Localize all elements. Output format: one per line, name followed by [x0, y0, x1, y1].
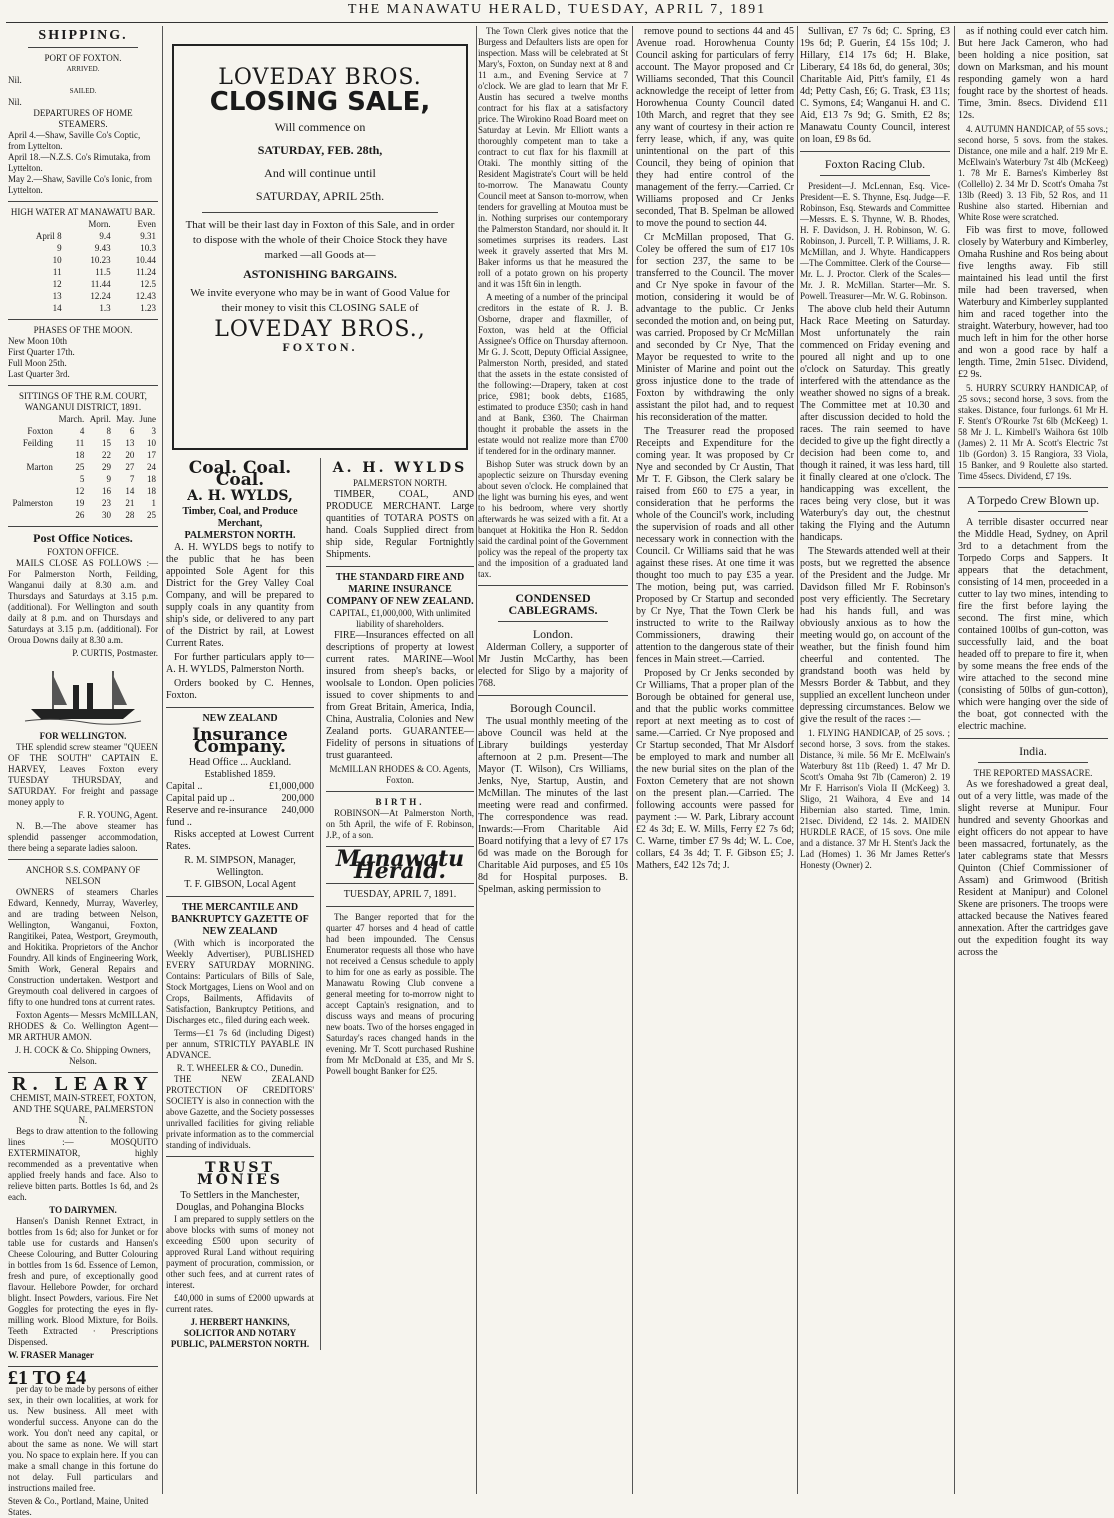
- trust-sub: To Settlers in the Manchester, Douglas, and Pohangina Blocks: [176, 1190, 304, 1213]
- anchor-sign: J. H. COCK & Co. Shipping Owners, Nelson.: [15, 1045, 151, 1066]
- anchor-agents: Foxton Agents— Messrs McMILLAN, RHODES & Co. Wellington Agent— MR ARTHUR AMON.: [8, 1010, 158, 1042]
- racing-text-2: The Stewards attended well at their posts, but we regretted the absence of the President and the Judge. Mr Davidson filled Mr F. Robinson's post very efficiently. The Secretary had his hands full, and was obviously anxious as to how the meeting would go, on account of the weather, but the finish found him cheerful and contented. The grandstand booth was held by Messrs Border & Tabbut, and they supplied an excellent luncheon under depressing circumstances. Below we give the result of the races :—: [800, 546, 950, 725]
- court-row: Palmerston 19 23 21 1: [12, 498, 156, 508]
- tide-table: Morn. Even April 8 9.4 9.31 9 9.43 10.3 10 10.23 10.44 11 11.5 11.24 12 11.44 12.5 13 12.24 12.43 14 1.3 1.23: [8, 218, 158, 314]
- post-office-heading: Post Office Notices.: [33, 531, 133, 545]
- money-text: per day to be made by persons of either sex, in their own localities, at work for us. New business. All meet with wonderful success. Anyone can do the work. You don't need any capital, or about the same as none. We will start you. No space to explain here. If you can make a small change in this fortune do not delay. Full particulars and instructions mailed free.: [8, 1384, 158, 1493]
- gazette-sign: R. T. WHEELER & CO., Dunedin.: [176, 1063, 304, 1073]
- court-row: Feilding 11 15 13 10: [22, 438, 156, 448]
- race-results: 1. FLYING HANDICAP, of 25 sovs. ; second horse, 3 sovs. from the stakes. Distance, ¾ mile. 56 Mr E. McElwain's Waterbury 8st 11b (Reed) 1. 47 Mr D. Scott's Omaha 9st 7lb (Cameron) 2. 19 Mr F. Harrison's Viola II (McKeeg) 3. Sligo, 21 Waihora, 4 Eve and 14 Hibernian also started. Time, 1min. 21sec. Dividend, £2 14s. 2. MAIDEN HURDLE RACE, of 15 sovs. One mile and a distance. 37 Mr H. Stent's Jack the Lad (Homes) 1. 36 Mr James Retter's Honesty (Owner) 2.: [800, 728, 950, 870]
- insurance-label: NEW ZEALAND: [202, 713, 278, 724]
- start-date: SATURDAY, FEB. 28th,: [257, 143, 383, 157]
- money-sign: Steven & Co., Portland, Maine, United States.: [8, 1496, 149, 1517]
- local-news-1: The Town Clerk gives notice that the Burgess and Defaulters lists are open for inspection. Mass will be celebrated at St Mary's, Foxton, on Sunday next at 8 and 11 a.m., and Evening Service at 7 o'clock. We are glad to learn that Mr F. Austin has secured a twelve months contract for his flax at a satisfactory price. The Wirokino Road Board meet on Saturday at Levin. Mr Elliott wants a thoroughly competent man to take a contract to cut flax for his flaxmill at Otaki. The monthly sitting of the Resident Magistrate's Court will be held to-morrow. The Manawatu County Council meet at Sanson to-morrow, when tenders for gravelling at Moutoa must be in. Nothing surprises our contemporary the Palmerston Standard, nor should it. It sometimes surprises its readers. Last week it gravely asserted that Mrs M. Baker informs us that he measured the roll of a potato grown on his property and it was 15ft 6in in length.: [478, 26, 628, 289]
- council-text-2: Cr McMillan proposed, That G. Coley be offered the sum of £17 10s for section 237, the same to be transferred to the Council. The mover and Cr Nye spoke in favour of the motion, considering it would be of advantage to the public. Cr Jenks seconded the motion and, on being put, was carried. Proposed by Cr McMillan and seconded by Cr Nye, That the Mayor be requested to write to the Minister of Marine and point out the gross injustice done to the trade of Foxton by withdrawing the only assistant the pilot had, and to request his reconsideration of the matter.: [636, 232, 794, 423]
- tide-row: 14 1.3 1.23: [52, 303, 156, 313]
- india-text: As we foreshadowed a great deal, out of a very little, was made of the slight reverse at Munipur. Four hundred and seventy Ghoorkas and eight officers do not appear to have been massacred, fortunately, as the later cablegrams state that Messrs Quinton (Chief Commissioner of Assam) and Grimwood (British Resident at Manipur) and Colonel Skene are prisoners. The troops were attacked because the Natives feared annexation. After the cartridges gave out the expedition fought its way across the: [958, 779, 1108, 958]
- tide-heading: HIGH WATER AT MANAWATU BAR.: [10, 207, 156, 217]
- council-text-3: The Treasurer read the proposed Receipts and Expenditure for the coming year. It was proposed by Cr Nye and seconded by Cr Austin, That Mr T. F. Gibson, the Clerk salary be raised from £60 to £75 a year, in consideration that he performs the whole of the Council's work, including the supervision of roads and all other necessary work in connection with the Council. Cr Williams said that he was against these rises. At one time it was thought too much to pay £35 a year. The motion, being put, was carried. Proposed by Cr Startup and seconded by Cr Nye, That the Town Clerk be instructed to write to the Railway Commissioners, drawing their attention to the dangerous state of their fences in Main street.—Carried.: [636, 426, 794, 665]
- column-2-split: [166, 458, 474, 1350]
- moon-item: First Quarter 17th.: [8, 347, 75, 357]
- column-2a: [166, 458, 314, 1350]
- simpson-sign: R. M. SIMPSON, Manager, Wellington.: [184, 855, 296, 878]
- dairy-text: Hansen's Danish Rennet Extract, in bottles from 1s 6d; also for Junket or for table use for custards and Hansen's Cheese Colouring, and Butter Colouring in bottles from 1s 6d. Essence of Lemon, fresh and pure, of exceptionally good flavour. Hellebore Powder, for orchard blight. Insect Powders, various. Fire Net Goggles for protecting the eyes in fly-milling work. Blood Mixture, for Boils. Teeth Extracted · Prescriptions Dispensed.: [8, 1216, 158, 1347]
- local-news-3: Bishop Suter was struck down by an apoplectic seizure on Thursday evening about seven o'clock. He complained that the light was burning his eyes, and went to his bedroom, where very shortly afterwards he was seized with a fit. At a banquet at Hokitika the Hon R. Seddon said the cardinal point of the Government policy was the repeal of the property tax and the imposition of a graduated land tax.: [478, 459, 628, 579]
- court-row: 18 22 20 17: [75, 450, 156, 460]
- court-row: 5 9 7 18: [79, 474, 156, 484]
- court-row: Marton 25 29 27 24: [26, 462, 156, 472]
- column-divider: [476, 26, 477, 1494]
- wellington-heading: FOR WELLINGTON.: [39, 731, 127, 741]
- column-divider: [954, 26, 955, 1494]
- court-row: 12 16 14 18: [75, 486, 156, 496]
- anchor-heading: ANCHOR S.S. COMPANY OF NELSON: [25, 865, 141, 886]
- shipping-heading: SHIPPING.: [38, 28, 128, 43]
- bargains-text: ASTONISHING BARGAINS.: [243, 267, 397, 281]
- gazette-terms: Terms—£1 7s 6d (including Digest) per annum, STRICTLY PAYABLE IN ADVANCE.: [166, 1028, 314, 1060]
- insurance-established: Established 1859.: [204, 769, 276, 780]
- capital-line: Capital .. £1,000,000: [166, 781, 314, 792]
- departures-heading: DEPARTURES OF HOME STEAMERS.: [33, 108, 133, 129]
- cablegrams-heading: CONDENSED CABLEGRAMS.: [508, 591, 598, 617]
- chemist-text: Begs to draw attention to the following lines :— MOSQUITO EXTERMINATOR, highly recommended as a preventative when applied freely hands and face. Also to relieve bitten parts. Bottles 1s 6d, and 2s each.: [8, 1126, 158, 1202]
- standard-capital: CAPITAL, £1,000,000, With unlimited liability of shareholders.: [329, 608, 471, 629]
- port-heading: PORT OF FOXTON.: [44, 53, 122, 63]
- insurance-office: Head Office ... Auckland.: [188, 757, 292, 768]
- steamer-ship-icon: [23, 665, 143, 725]
- arrived-value: Nil.: [8, 75, 22, 85]
- racing-text-1: The above club held their Autumn Hack Race Meeting on Saturday. Most unfortunately the rain commenced on Friday evening and poured all night and up to one o'clock on Saturday. This greatly interfered with the attendance as the weather showed no signs of a break. The Committee met at 10.30 and after discussion decided to hold the races. The rain seemed to have decided to give up the fight directly a decision had been come to, and though it rained, it was less hard, till it finally cleared at one o'clock. The handicapping was excellent, the races being very close, but it was Waterbury's day out, the chestnut taking the Flying and the Autumn handicaps.: [800, 304, 950, 543]
- insurance-heading: Insurance Company.: [192, 725, 288, 757]
- palmerston-label: PALMERSTON NORTH.: [184, 530, 296, 541]
- sailed-label: SAILED.: [69, 87, 97, 95]
- tide-row: 11 11.5 11.24: [52, 267, 156, 277]
- court-table: March. April. May. June Foxton 4 8 6 3 Feilding 11 15 13 10 18 22 20 17 Marton 25 29 27 24 5 9 7 18 12 16 14 18 Palmerston 19 23 21 1 26 30 28 25: [8, 413, 158, 521]
- india-heading: India.: [1019, 744, 1047, 758]
- tide-row: 10 10.23 10.44: [52, 255, 156, 265]
- loveday-heading: LOVEDAY BROS.: [218, 65, 422, 90]
- race-report-2: Fib was first to move, followed closely by Waterbury and Kimberley, Omaha Rushine and Ros being about five lengths away. Fib still maintained his lead until the first mile had been traversed, when Waterbury and Kimberley supplanted him and raced together into the straight. Waterbury, however, had too much left in him for the other horse and won a good race by half a length. Time, 2min 51sec. Dividend, £2 9s.: [958, 225, 1108, 380]
- commence-text: Will commence on: [274, 120, 366, 134]
- closing-sale-heading: CLOSING SALE,: [209, 87, 431, 117]
- protection-text: THE NEW ZEALAND PROTECTION OF CREDITORS' SOCIETY is also in connection with the above Gazette, and the Society possesses unrivalled facilities for giving reliable private information as to the commercial standing of individuals.: [166, 1074, 314, 1150]
- chemist-name: R. LEARY: [12, 1073, 154, 1095]
- local-news: The Banger reported that for the quarter 47 horses and 4 head of cattle had been impounded. The Census Enumerator requests all those who have not received a Census schedule to apply to him for one as early as possible. The Manawatu Rowing Club convene a general meeting for to-morrow night to accept Captain's resignation, and to discuss ways and means of procuring new boats. Two of the horses engaged in Saturday's races changed hands in the evening. Mr T. Scott purchased Rushine from Mr McDonald at £35, and Mr S. Powell bought Banker for £25.: [326, 912, 474, 1076]
- herald-dateline: TUESDAY, APRIL 7, 1891.: [343, 889, 457, 900]
- london-heading: London.: [532, 627, 574, 641]
- wylds-orders: Orders booked by C. Hennes, Foxton.: [166, 678, 314, 701]
- council-text-1: remove pound to sections 44 and 45 Avenue road. Horowhenua County Council asking for particulars of ferry account. The Mayor proposed and Cr Williams seconded, That this Council acknowledge the receipt of letter from Horowhenua County Council dated 10th March, and regret that they see any want of courtesy in their action re ferry lease, which, if any, was quite unintentional on the part of this Council, they being of opinion that they had entire control of the management of the ferry.—Carried. Cr Williams proposed and Cr Jenks seconded, That B. Spelman be allowed to move the pound to section 44.: [636, 26, 794, 229]
- wylds2-name: A. H. WYLDS: [332, 460, 468, 476]
- standard-sign: McMILLAN RHODES & CO. Agents, Foxton.: [329, 764, 471, 785]
- race-results-2: 4. AUTUMN HANDICAP, of 55 sovs.; second horse, 5 sovs. from the stakes. Distance, one mile and a half. 219 Mr E. McElwain's Waterbury 7st 4lb (McKeeg) 1. 78 Mr E. Barnes's Kimberley 8st (Collello) 2. 34 Mr D. Scott's Omaha 7st 13lb (Reed) 3. 13 Fib, 52 Ros, and 11 Rushine also started. Hibernian and White Rose were scratched.: [958, 124, 1109, 222]
- money-heading: £1 TO £4: [8, 1367, 87, 1389]
- moon-item: New Moon 10th: [8, 336, 67, 346]
- steamer-text: THE splendid screw steamer "QUEEN OF THE SOUTH" CAPTAIN E. HARVEY, Leaves Foxton every TUESDAY THURSDAY, and SATURDAY. For freight and passage money apply to: [8, 742, 158, 807]
- court-row: Foxton 4 8 6 3: [27, 426, 156, 436]
- manager-line: W. FRASER Manager: [8, 1350, 94, 1360]
- reserve-line: Reserve and re-insurance fund .. 240,000: [166, 805, 314, 828]
- wylds-sub: Timber, Coal, and Produce Merchant,: [182, 506, 298, 529]
- departure-item: May 2.—Shaw, Saville Co's Ionic, from Lyttelton.: [8, 174, 153, 195]
- trust-amount: £40,000 in sums of £2000 upwards at current rates.: [166, 1293, 314, 1314]
- standard-heading: THE STANDARD FIRE AND MARINE INSURANCE COMPANY OF NEW ZEALAND.: [326, 572, 474, 607]
- departure-item: April 18.—N.Z.S. Co's Rimutaka, from Lyttelton.: [8, 152, 151, 173]
- continue-text: And will continue until: [264, 166, 376, 180]
- post-office-sub: FOXTON OFFICE.: [47, 547, 119, 557]
- steamer-sign: F. R. YOUNG, Agent.: [78, 810, 158, 820]
- gazette-text: (With which is incorporated the Weekly Advertiser), PUBLISHED EVERY SATURDAY MORNING. Contains: Particulars of Bills of Sale, Stock Mortgages, Liens on Wool and on Crops, Bailments, Affidavits of Satisfaction, Bankruptcy Petitions, and Discharges etc., filed during each week.: [166, 938, 314, 1025]
- trust-text: I am prepared to supply settlers on the above blocks with sums of money not exceeding £500 upon security of approved Rural Land without requiring payment of procuration, commission, or other such fees, and at current rates of interest.: [166, 1214, 314, 1290]
- column-4: [636, 26, 794, 1494]
- borough-heading: Borough Council.: [510, 701, 596, 715]
- moon-heading: PHASES OF THE MOON.: [33, 325, 133, 335]
- accounts-text: Sullivan, £7 7s 6d; C. Spring, £3 19s 6d; P. Guerin, £4 15s 10d; J. Hillary, £14 17s 6d; H. Blake, Liberary, £4 18s 6d, do general, 30s; Charitable Aid, Pitt's family, £1 4s 4d; Petty Cash, £6; G. Trask, £3 11s; C. Symons, £4; Wanganui H. and C. Aid, £13 7s 9d; G. Smith, £2 8s; Manawatu County Council, interest on loan, £9 8s 6d.: [800, 26, 950, 145]
- loveday-heading-2: LOVEDAY BROS.,: [214, 317, 426, 342]
- column-divider: [797, 26, 798, 1494]
- race-results-3: 5. HURRY SCURRY HANDICAP, of 25 sovs.; second horse, 3 sovs. from the stakes. Distance, four furlongs. 61 Mr H. F. Stent's O'Rourke 7st 6lb (McKeeg) 1. 58 Mr J. L. Kimbell's Waihora 6st 10lb (James) 2. 11 Mr A. Scott's Electric 7st 1lb (Gordon) 3. 15 Rangiora, 33 Viola, 15 Banker, and 9 Roulette also started. Time 45secs. Dividend, £7 19s.: [958, 383, 1108, 481]
- column-6: [958, 26, 1108, 1494]
- column-2b: [320, 458, 474, 1350]
- coal-heading: Coal. Coal. Coal.: [188, 458, 292, 490]
- paid-line: Capital paid up .. 200,000: [166, 793, 314, 804]
- column-divider: [632, 26, 633, 1494]
- london-text: Alderman Collery, a supporter of Mr Justin McCarthy, has been elected for Sligo by a majority of 768.: [478, 642, 628, 689]
- trust-heading: TRUST MONIES: [197, 1160, 283, 1188]
- race-report: as if nothing could ever catch him. But here Jack Cameron, who had been holding a nice position, sat down on Marksman, and his mount responding gamely won a hard fought race by the shortest of heads. Time, 3min. 8secs. Dividend £11 12s.: [958, 26, 1108, 121]
- moon-item: Last Quarter 3rd.: [8, 369, 70, 379]
- torpedo-text: A terrible disaster occurred near the Middle Head, Sydney, on April 3rd to a detachment from the Torpedo Corps and Sappers. It appears that the detachment, consisting of 14 men, proceeded in a cutter to lay two mines, intending to fire the first before laying the second. The first mine, which contained 100lbs of gun-cotton, was successfully laid, and the boat headed off to prepare to fire it, when by some means the free ends of the wire attached to the second mine (consisting of 50lbs of gun-cotton), which were hanging over the side of the boat, got connected with the electric machine.: [958, 517, 1108, 732]
- tide-row: 12 11.44 12.5: [52, 279, 156, 289]
- tide-row: 9 9.43 10.3: [57, 243, 156, 253]
- column-5: [800, 26, 950, 1494]
- arrived-label: ARRIVED.: [66, 65, 100, 73]
- masthead-title: THE MANAWATU HERALD, TUESDAY, APRIL 7, 1891: [347, 2, 767, 17]
- wylds2-sub: PALMERSTON NORTH.: [353, 478, 447, 488]
- wylds-apply: For further particulars apply to— A. H. WYLDS, Palmerston North.: [166, 652, 314, 675]
- council-text-4: Proposed by Cr Jenks seconded by Cr Williams, That a proper plan of the Borough be obtained for general use, and that the public works committee report at next meeting as to cost of same.—Carried. Cr Nye proposed and Cr Startup seconded, That Mr Alsdorf be employed to mark and number all the new burial sites on the plan of the Foxton Cemetery that are not shown on the present plan.—Carried. The following accounts were passed for payment :— W. Park, Library account £2 4s 3d; E. W. Mills, Ferry £2 7s 6d; C. Warne, timber £7 9s 4d; W. L. Coe, collars, £4 3s 4d; T. F. Gibson £5; J. Mathers, £42 12s 7d; J.: [636, 668, 794, 871]
- racing-heading: Foxton Racing Club.: [824, 157, 926, 171]
- wylds2-text: TIMBER, COAL, AND PRODUCE MERCHANT. Large quantities of TOTARA POSTS on hand. Coals Supplied direct from ship side, Regular Fortnightly Shipments.: [326, 489, 474, 560]
- masthead: [0, 2, 1114, 18]
- gibson-sign: T. F. GIBSON, Local Agent: [184, 879, 296, 890]
- birth-heading: BIRTH.: [375, 797, 425, 807]
- end-date: SATURDAY, APRIL 25th.: [255, 189, 385, 203]
- last-days-text: That will be their last day in Foxton of this Sale, and in order to dispose with the whole of their Choice Stock they have marked —all Goods at—: [185, 219, 455, 261]
- foxton-label: FOXTON.: [282, 340, 358, 354]
- moon-item: Full Moon 25th.: [8, 358, 67, 368]
- court-heading: SITTINGS OF THE R.M. COURT, WANGANUI DISTRICT, 1891.: [19, 391, 147, 412]
- risks-text: Risks accepted at Lowest Current Rates.: [166, 829, 314, 852]
- tide-row: April 8 9.4 9.31: [35, 231, 156, 241]
- masthead-rule: [6, 22, 1108, 23]
- wylds-text: A. H. WYLDS begs to notify to the public that he has been appointed Sole Agent for this District for the Grey Valley Coal Company, and will be prepared to supply coals in any quantity from ship's side, or delivered to any part of the District by rail, at Lowest Current Rates.: [166, 542, 314, 649]
- sailed-value: Nil.: [8, 97, 22, 107]
- herald-nameplate: Manawatu Herald.: [335, 846, 465, 884]
- post-office-text: MAILS CLOSE AS FOLLOWS :— For Palmerston North, Feilding, Wanganui daily at 8.30 a.m. and Thursdays and Saturdays at 3.15 p.m. (additional). For Wellington and south daily at 8 p.m. and on Thursdays and Saturdays at 3.15 p.m. (additional). For Oroua Downs daily at 8.30 a.m.: [8, 558, 158, 645]
- borough-text: The usual monthly meeting of the above Council was held at the Library buildings yesterday afternoon at 2 p.m. Present—The Mayor (T. Wilson), Crs Williams, Jenks, Nye, Startup, Austin, and McMillan. The minutes of the last meeting were read and confirmed. The correspondence was read. Inwards:—From Charitable Aid Board notifying that a levy of £7 17s 6d was made on the Borough for Charitable Aid purposes, and £5 10s 8d for Hospital purposes. B. Spelman, asking permission to: [478, 716, 628, 895]
- india-sub: THE REPORTED MASSACRE.: [973, 768, 1093, 778]
- post-office-sign: P. CURTIS, Postmaster.: [72, 648, 158, 658]
- gazette-heading: THE MERCANTILE AND BANKRUPTCY GAZETTE OF NEW ZEALAND: [171, 902, 309, 937]
- tide-row: 13 12.24 12.43: [52, 291, 156, 301]
- invite-text: We invite everyone who may be in want of Good Value for their money to visit this CLOSING SALE of: [190, 287, 450, 314]
- standard-text: FIRE—Insurances effected on all descriptions of property at lowest current rates. MARINE—Wool insured from sheep's backs, or woolsale to London. Open policies issued to cover shipments to and from Great Britain, America, India, China, Australia, Colonies and New Zealand ports. GUARANTEE—Fidelity of persons in situations of trust guaranteed.: [326, 630, 474, 761]
- wylds-name: A. H. WYLDS,: [187, 488, 293, 504]
- column-1: [8, 26, 158, 1517]
- column-divider: [162, 26, 163, 1494]
- chemist-sub: CHEMIST, MAIN-STREET, FOXTON, AND THE SQUARE, PALMERSTON N.: [10, 1093, 156, 1125]
- loveday-advert: [172, 44, 468, 450]
- torpedo-heading: A Torpedo Crew Blown up.: [966, 493, 1100, 507]
- local-news-2: A meeting of a number of the principal creditors in the estate of R. J. B. Osborne, draper and flaxmiller, of Foxton, was held at the Official Assignee's Office on Thursday afternoon. Mr G. J. Scott, Deputy Official Assignee, Palmerston North, presided, and stated that the assets in the estate consisted of the following:—Drapery, taken at cost price, £981; book debts, £1685, estimated to produce £350; cash in hand and at Bank, £360. The Chairman thought it probable the assets in the estate would not realize more than £700 if tendered for in the ordinary manner.: [478, 292, 628, 456]
- column-2: [166, 26, 474, 1494]
- departure-item: April 4.—Shaw, Saville Co's Coptic, from Lyttelton.: [8, 130, 141, 151]
- column-3: [478, 26, 628, 1494]
- hankins-sign: J. HERBERT HANKINS, SOLICITOR AND NOTARY PUBLIC, PALMERSTON NORTH.: [170, 1317, 310, 1349]
- anchor-text: OWNERS of steamers Charles Edward, Kennedy, Murray, Waverley, and are trading between Nelson, Wellington, Wanganui, Foxton, Rangitikei, Patea, Westport, Greymouth, and Hokitika. Proprietors of the Anchor Foundry. All kinds of Engineering Work, Smith Work, General Repairs and Construction undertaken. Westport and Greymouth coal delivered in cargoes of fifty to one hundred tons at current rates.: [8, 887, 158, 1007]
- birth-text: ROBINSON—At Palmerston North, on 5th April, the wife of F. Robinson, J.P., of a son.: [326, 808, 474, 840]
- dairymen-heading: TO DAIRYMEN.: [49, 1205, 117, 1215]
- racing-officers: President—J. McLennan, Esq. Vice-President—E. S. Thynne, Esq. Judge—F. Robinson, Esq. Stewards and Committee—Messrs. E. S. Thynne, W. B. Rhodes, H. F. Davidson, J. H. Robinson, W. G. Robinson, J. Purcell, T. P. Williams, J. R. McMillan, and J. Whyte. Handicappers—The Committee. Clerk of the Course—Mr. L. J. Proctor. Clerk of the Scales—Mr. J. R. McMillan. Starter—Mr. S. Powell. Treasurer—Mr. W. G. Robinson.: [800, 181, 950, 301]
- court-row: 26 30 28 25: [75, 510, 156, 520]
- steamer-nb: N. B.—The above steamer has splendid passenger accommodation, there being a separate ladies saloon.: [8, 821, 158, 853]
